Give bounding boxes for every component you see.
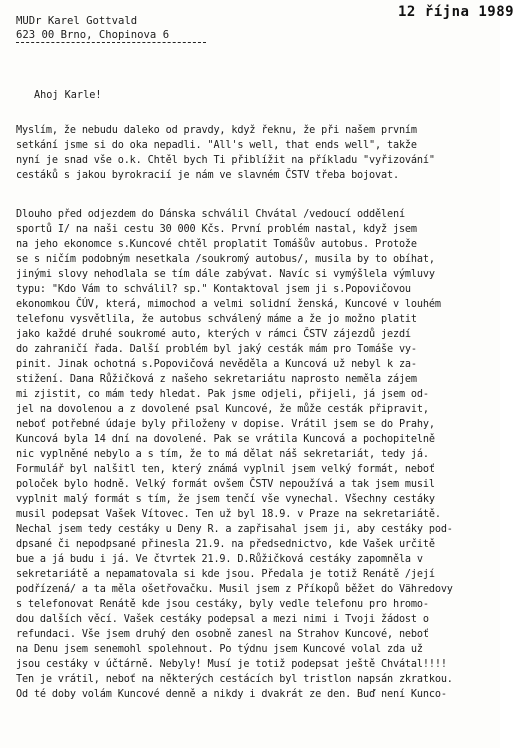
salutation: Ahoj Karle! xyxy=(34,90,102,101)
body-line: Ten je vrátil, neboť na některých cestácích byl tristlon napsán zkratkou. xyxy=(16,674,453,685)
body-line: nyní je snad vše o.k. Chtěl bych Ti přiblížit na příkladu "vyřizování" xyxy=(16,155,435,166)
body-line: mi zjistit, co mám tedy hledat. Pak jsme odjeli, přijeli, já jsem od- xyxy=(16,389,429,400)
body-line: dpsané či nepodpsané přinesla 21.9. na předsednictvo, kde Vašek určitě xyxy=(16,539,435,550)
body-line: jsou cestáky v účtárně. Nebyly! Musí je totiž podepsat ještě Chvátal!!!! xyxy=(16,659,447,670)
body-line: Formulář byl nalšitl ten, který známá vyplnil jsem velký formát, neboť xyxy=(16,464,435,475)
body-line: bue a já budu i já. Ve čtvrtek 21.9. D.Růžičková cestáky zapomněla v xyxy=(16,554,423,565)
body-line: Nechal jsem tedy cestáky u Deny R. a zapřisahal jsem ji, aby cestáky pod- xyxy=(16,524,453,535)
body-line: neboť potřebné údaje byly přiloženy v dopise. Vrátil jsem se do Prahy, xyxy=(16,419,435,430)
date-stamp: 12 října 1989 xyxy=(398,4,514,20)
body-line: poloček bylo hodně. Velký formát ovšem ČSTV nepoužívá a tak jsem musil xyxy=(16,479,435,490)
body-line: Kuncová byla 14 dní na dovolené. Pak se vrátila Kuncová a pochopitelně xyxy=(16,434,435,445)
body-line: na Denu jsem senemohl spolehnout. Po týdnu jsem Kuncové volal zda už xyxy=(16,644,423,655)
body-line: musil podepsat Vašek Vítovec. Ten už byl 18.9. v Praze na sekretariátě. xyxy=(16,509,441,520)
body-line: jinými slovy nehodlala se tím dále zabývat. Navíc si vymýšlela výmluvy xyxy=(16,269,435,280)
body-line: se s ničím podobným nesetkala /soukromý autobus/, musila by to obíhat, xyxy=(16,254,435,265)
body-line: telefonu vysvětlila, že autobus schválený máme a že jo možno platit xyxy=(16,314,417,325)
body-line: typu: "Kdo Vám to schválil? sp." Kontaktoval jsem ji s.Popovičovou xyxy=(16,284,411,295)
body-line: refundaci. Vše jsem druhý den osobně zanesl na Strahov Kuncové, neboť xyxy=(16,629,429,640)
body-line: stižení. Dana Růžičková z našeho sekretariátu naprosto neměla zájem xyxy=(16,374,417,385)
body-line: vyplnit malý formát s tím, že jsem tenčí vše vynechal. Všechny cestáky xyxy=(16,494,435,505)
body-line: Od té doby volám Kuncové denně a nikdy i dvakrát ze den. Buď není Kunco- xyxy=(16,689,447,700)
body-line: dou dalších věcí. Vašek cestáky podepsal a mezi nimi i Tvoji žádost o xyxy=(16,614,429,625)
body-line: Myslím, že nebudu daleko od pravdy, když řeknu, že při našem prvním xyxy=(16,125,417,136)
body-line: ekonomkou ČÚV, která, mimochod a velmi solidní ženská, Kuncové v louhém xyxy=(16,299,441,310)
body-line: jako každé druhé soukromé auto, kterých v rámci ČSTV zájezdů jezdí xyxy=(16,329,411,340)
body-line: s telefonovat Renátě kde jsou cestáky, byly vedle telefonu pro hromo- xyxy=(16,599,429,610)
body-line: sekretariátě a nepamatovala si kde jsou. Předala je totiž Renátě /její xyxy=(16,569,435,580)
body-line: Dlouho před odjezdem do Dánska schválil Chvátal /vedoucí oddělení xyxy=(16,209,405,220)
sender-name: MUDr Karel Gottvald xyxy=(16,15,138,27)
header-divider xyxy=(16,42,206,43)
body-line: nic vyplněné nebylo a s tím, že to má dělat náš sekretariát, tedy já. xyxy=(16,449,429,460)
body-line: do zahraničí řada. Další problém byl jaký cesták mám pro Tomáše vy- xyxy=(16,344,417,355)
body-line: sportů I/ na naši cestu 30 000 Kčs. První problém nastal, když jsem xyxy=(16,224,417,235)
sender-address: 623 00 Brno, Chopinova 6 xyxy=(16,29,170,41)
body-line: cestáků s jakou byrokracií je nám ve slavném ČSTV třeba bojovat. xyxy=(16,170,399,181)
body-line: jel na dovolenou a z dovolené psal Kuncové, že může cesták připravit, xyxy=(16,404,429,415)
body-line: podřízená/ a ta měla ošetřovačku. Musil jsem z Příkopů běžet do Vähredovy xyxy=(16,584,453,595)
body-line: na jeho ekonomce s.Kuncové chtěl proplatit Tomášův autobus. Protože xyxy=(16,239,417,250)
body-line: pinit. Jinak ochotná s.Popovičová nevěděla a Kuncová už nebyl k za- xyxy=(16,359,417,370)
body-line: setkání jsme si do oka nepadli. "All's well, that ends well", takže xyxy=(16,140,417,151)
